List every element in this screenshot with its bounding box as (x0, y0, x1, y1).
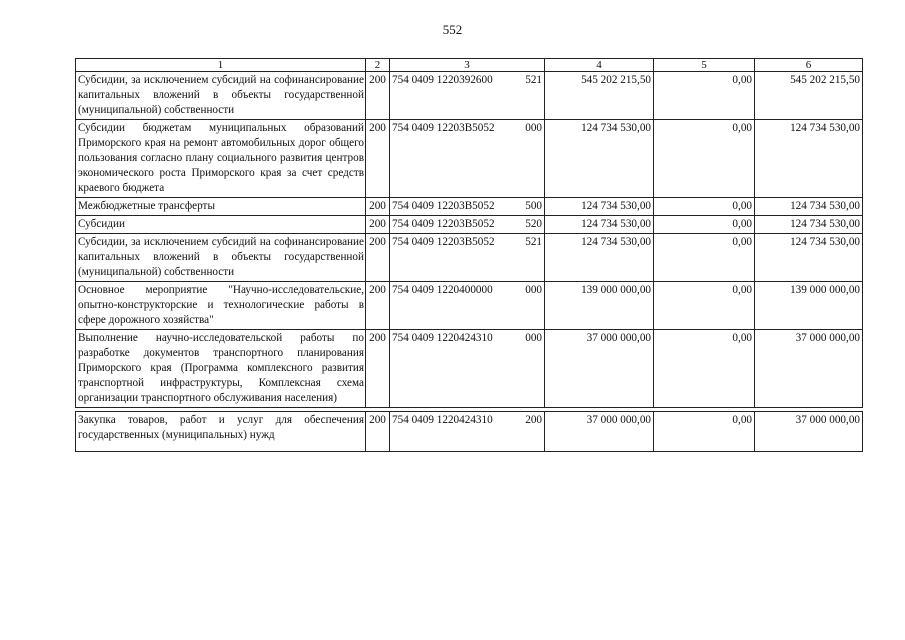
row-code-value: 754 0409 12203B5052 (392, 122, 495, 134)
row-description: Выполнение научно-исследовательской работы по разработке документов транспортного планирования Приморского края (Программа комплексного развития транспортной инфраструктуры, Комплексная схема организации транспортного обслуживания населения) (76, 330, 366, 408)
row-col2: 200 (366, 72, 390, 120)
row-col6: 124 734 530,00 (755, 120, 863, 198)
table-row (76, 72, 863, 120)
header-cell: 5 (654, 59, 755, 72)
row-code-value: 754 0409 1220424310 (392, 332, 493, 344)
row-code-kind: 200 (525, 414, 542, 426)
row-code-kind: 521 (525, 74, 542, 86)
row-col6: 545 202 215,50 (755, 72, 863, 120)
row-col4: 124 734 530,00 (545, 216, 654, 234)
row-col5: 0,00 (654, 282, 755, 330)
table-row (76, 216, 863, 234)
row-col6: 37 000 000,00 (755, 412, 863, 452)
row-col4: 124 734 530,00 (545, 198, 654, 216)
row-code (390, 282, 545, 330)
row-description: Закупка товаров, работ и услуг для обеспечения государственных (муниципальных) нужд (76, 412, 366, 452)
row-code (390, 216, 545, 234)
header-cell: 4 (545, 59, 654, 72)
row-col4: 139 000 000,00 (545, 282, 654, 330)
row-col5: 0,00 (654, 72, 755, 120)
row-col2: 200 (366, 282, 390, 330)
row-code (390, 330, 545, 408)
row-col4: 545 202 215,50 (545, 72, 654, 120)
row-code-value: 754 0409 1220424310 (392, 414, 493, 426)
row-col6: 139 000 000,00 (755, 282, 863, 330)
row-code (390, 412, 545, 452)
row-col5: 0,00 (654, 234, 755, 282)
header-cell: 6 (755, 59, 863, 72)
row-code-value: 754 0409 1220392600 (392, 74, 493, 86)
row-code-kind: 500 (525, 200, 542, 212)
header-cell: 1 (76, 59, 366, 72)
row-col4: 124 734 530,00 (545, 234, 654, 282)
row-col6: 124 734 530,00 (755, 234, 863, 282)
row-code-kind: 000 (525, 284, 542, 296)
row-code-value: 754 0409 1220400000 (392, 284, 493, 296)
row-col2: 200 (366, 412, 390, 452)
row-code-kind: 520 (525, 218, 542, 230)
row-code (390, 120, 545, 198)
row-col5: 0,00 (654, 412, 755, 452)
row-description: Субсидии бюджетам муниципальных образований Приморского края на ремонт автомобильных дорог общего пользования согласно плану социального развития центров экономического роста Приморского края за счет средств краевого бюджета (76, 120, 366, 198)
table-row (76, 412, 863, 452)
row-col6: 124 734 530,00 (755, 198, 863, 216)
row-description: Субсидии (76, 216, 366, 234)
table-row (76, 120, 863, 198)
row-col2: 200 (366, 234, 390, 282)
budget-table (75, 58, 863, 452)
row-col5: 0,00 (654, 120, 755, 198)
row-col4: 37 000 000,00 (545, 412, 654, 452)
header-cell: 2 (366, 59, 390, 72)
row-description: Межбюджетные трансферты (76, 198, 366, 216)
row-code-kind: 000 (525, 122, 542, 134)
header-cell: 3 (390, 59, 545, 72)
table-header-row (76, 59, 863, 72)
row-code-kind: 521 (525, 236, 542, 248)
row-col5: 0,00 (654, 330, 755, 408)
table-row (76, 198, 863, 216)
row-description: Субсидии, за исключением субсидий на софинансирование капитальных вложений в объекты государственной (муниципальной) собственности (76, 234, 366, 282)
row-col4: 37 000 000,00 (545, 330, 654, 408)
row-code-value: 754 0409 12203B5052 (392, 200, 495, 212)
row-code-value: 754 0409 12203B5052 (392, 218, 495, 230)
table-row (76, 330, 863, 408)
row-col2: 200 (366, 216, 390, 234)
row-code (390, 234, 545, 282)
row-description: Субсидии, за исключением субсидий на софинансирование капитальных вложений в объекты государственной (муниципальной) собственности (76, 72, 366, 120)
row-col4: 124 734 530,00 (545, 120, 654, 198)
row-code-value: 754 0409 12203B5052 (392, 236, 495, 248)
row-col6: 37 000 000,00 (755, 330, 863, 408)
row-code-kind: 000 (525, 332, 542, 344)
row-col2: 200 (366, 330, 390, 408)
table-row (76, 234, 863, 282)
row-col5: 0,00 (654, 216, 755, 234)
row-col2: 200 (366, 120, 390, 198)
row-col5: 0,00 (654, 198, 755, 216)
row-col2: 200 (366, 198, 390, 216)
table-row (76, 282, 863, 330)
row-col6: 124 734 530,00 (755, 216, 863, 234)
row-code (390, 198, 545, 216)
row-description: Основное мероприятие "Научно-исследовательские, опытно-конструкторские и технологические работы в сфере дорожного хозяйства" (76, 282, 366, 330)
page-number: 552 (442, 22, 463, 37)
row-code (390, 72, 545, 120)
